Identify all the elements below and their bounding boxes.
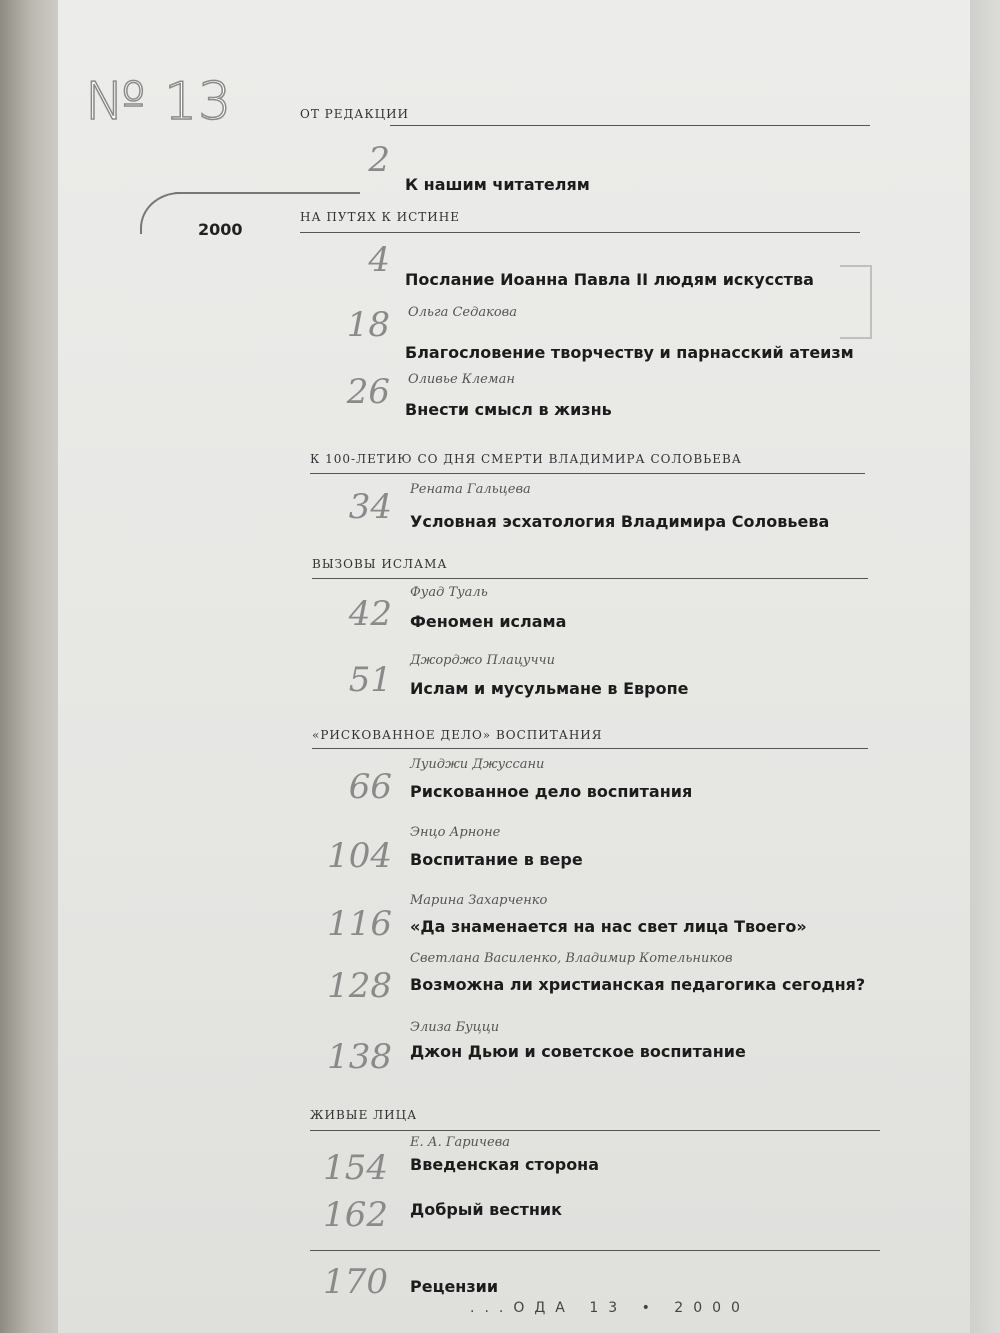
issue-year: 2000 bbox=[198, 220, 243, 239]
section-heading: ВЫЗОВЫ ИСЛАМА bbox=[312, 557, 448, 571]
section-rule bbox=[390, 125, 870, 126]
entry-author: Фуад Туаль bbox=[410, 585, 488, 600]
entry-title[interactable]: Введенская сторона bbox=[410, 1155, 600, 1174]
book-spine-shadow bbox=[0, 0, 60, 1333]
entry-title[interactable]: Добрый вестник bbox=[410, 1200, 562, 1219]
entry-title[interactable]: К нашим читателям bbox=[405, 175, 590, 194]
page-number: 4 bbox=[368, 240, 390, 280]
page-number: 138 bbox=[327, 1037, 392, 1077]
entry-title[interactable]: Феномен ислама bbox=[410, 612, 567, 631]
page-number: 34 bbox=[348, 487, 392, 527]
section-rule bbox=[300, 232, 860, 233]
entry-title[interactable]: Джон Дьюи и советское воспитание bbox=[410, 1042, 746, 1061]
page-number: 42 bbox=[348, 594, 392, 634]
section-rule bbox=[312, 748, 868, 749]
section-rule bbox=[310, 1130, 880, 1131]
entry-title[interactable]: Внести смысл в жизнь bbox=[405, 400, 612, 419]
section-rule bbox=[312, 578, 868, 579]
entry-title[interactable]: «Да знаменается на нас свет лица Твоего» bbox=[410, 917, 807, 936]
entry-author: Луиджи Джуссани bbox=[410, 757, 545, 772]
page-number: 104 bbox=[327, 836, 392, 876]
entry-author: Е. А. Гаричева bbox=[410, 1135, 511, 1150]
section-rule bbox=[310, 473, 865, 474]
entry-title[interactable]: Возможна ли христианская педагогика сегодня? bbox=[410, 975, 866, 994]
section-heading: «РИСКОВАННОЕ ДЕЛО» ВОСПИТАНИЯ bbox=[312, 728, 603, 742]
entry-author: Элиза Буцци bbox=[410, 1020, 500, 1035]
page-number: 170 bbox=[323, 1262, 388, 1302]
running-footer: ...ОДА 13 • 2000 bbox=[470, 1300, 750, 1316]
page-number: 162 bbox=[323, 1195, 388, 1235]
entry-title[interactable]: Благословение творчеству и парнасский атеизм bbox=[405, 343, 854, 362]
page-number: 128 bbox=[327, 966, 392, 1006]
section-heading: ОТ РЕДАКЦИИ bbox=[300, 107, 410, 121]
table-of-contents bbox=[300, 0, 900, 1333]
section-heading: ЖИВЫЕ ЛИЦА bbox=[310, 1108, 418, 1122]
entry-title[interactable]: Послание Иоанна Павла II людям искусства bbox=[405, 270, 814, 289]
issue-number: № 13 bbox=[85, 72, 233, 132]
entry-title[interactable]: Условная эсхатология Владимира Соловьева bbox=[410, 512, 830, 531]
entry-author: Марина Захарченко bbox=[410, 893, 548, 908]
section-rule bbox=[310, 1250, 880, 1251]
entry-author: Энцо Арноне bbox=[410, 825, 501, 840]
page-number: 26 bbox=[346, 372, 390, 412]
entry-title[interactable]: Ислам и мусульмане в Европе bbox=[410, 679, 689, 698]
page-number: 66 bbox=[348, 767, 392, 807]
page-edge bbox=[970, 0, 1000, 1333]
page-number: 18 bbox=[346, 305, 390, 345]
entry-title[interactable]: Воспитание в вере bbox=[410, 850, 583, 869]
page-number: 116 bbox=[327, 904, 392, 944]
entry-author: Рената Гальцева bbox=[410, 482, 531, 497]
entry-author: Оливье Клеман bbox=[408, 372, 515, 387]
section-heading: НА ПУТЯХ К ИСТИНЕ bbox=[300, 210, 460, 224]
page-number: 2 bbox=[368, 140, 390, 180]
section-heading: К 100-ЛЕТИЮ СО ДНЯ СМЕРТИ ВЛАДИМИРА СОЛОВЬЕВА bbox=[310, 452, 742, 466]
entry-title[interactable]: Рецензии bbox=[410, 1277, 499, 1296]
page-number: 51 bbox=[348, 660, 392, 700]
entry-author: Ольга Седакова bbox=[408, 305, 518, 320]
entry-author: Джорджо Плацуччи bbox=[410, 653, 555, 668]
entry-author: Светлана Василенко, Владимир Котельников bbox=[410, 951, 733, 966]
entry-title[interactable]: Рискованное дело воспитания bbox=[410, 782, 693, 801]
page-number: 154 bbox=[323, 1148, 388, 1188]
